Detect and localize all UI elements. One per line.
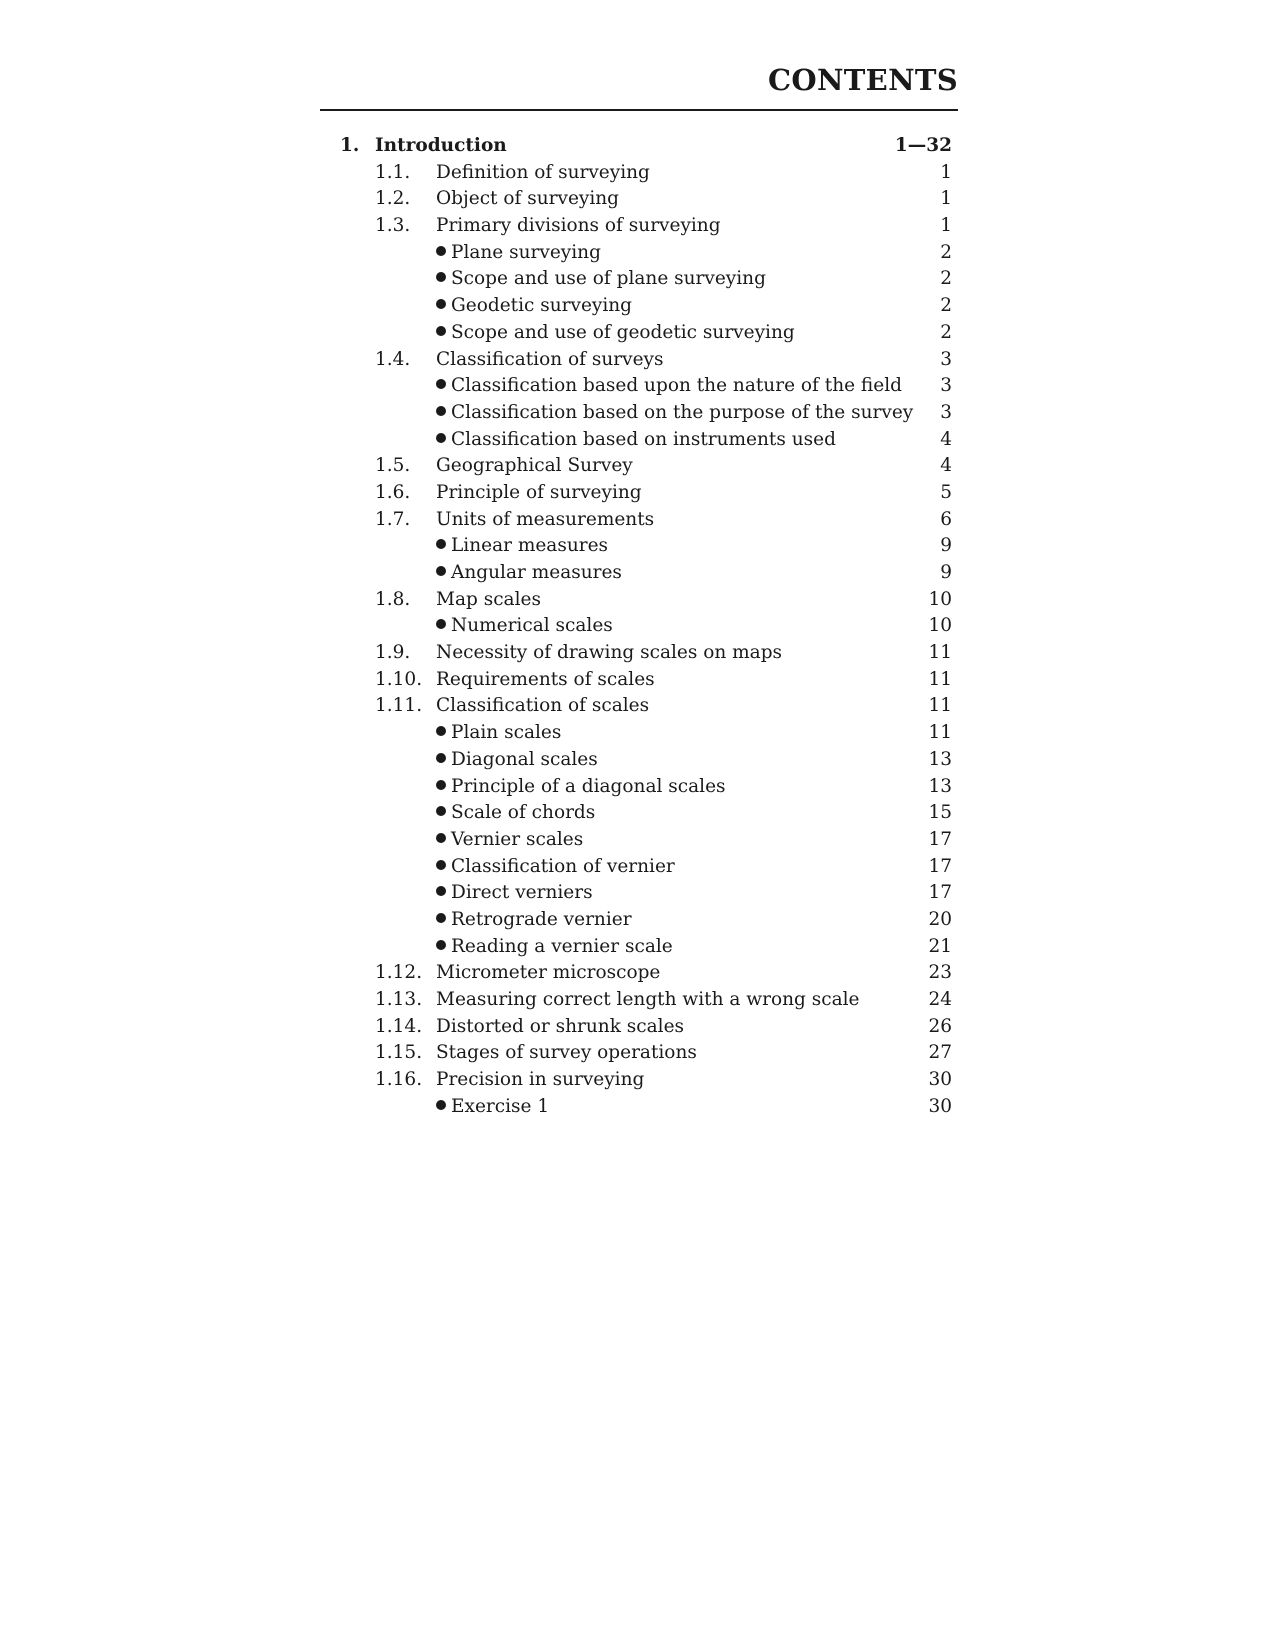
bullet-dot-icon — [436, 299, 446, 309]
toc-entry-title: Scope and use of plane surveying — [451, 268, 766, 290]
toc-page-number: 17 — [928, 855, 952, 877]
toc-subentry — [436, 613, 613, 640]
toc-subentry-row[interactable] — [320, 533, 956, 560]
toc-page-number: 23 — [928, 962, 952, 984]
bullet-dot-icon — [436, 433, 446, 443]
toc-subentry — [436, 427, 836, 454]
toc-subentry-row[interactable] — [320, 320, 956, 347]
toc-page-number: 2 — [940, 321, 952, 343]
toc-page-number: 9 — [940, 535, 952, 557]
toc-page-number: 11 — [928, 695, 952, 717]
toc-subentry — [436, 800, 595, 827]
toc-section-number: 1.10. — [375, 668, 423, 690]
toc-entry-title: Classification based on the purpose of the survey — [451, 401, 914, 423]
toc-section-number: 1.12. — [375, 962, 423, 984]
toc-page-number: 13 — [928, 748, 952, 770]
toc-section-number: 1.7. — [375, 508, 411, 530]
bullet-dot-icon — [436, 753, 446, 763]
toc-entry-title: Classification of surveys — [436, 348, 664, 370]
toc-page-number: 3 — [940, 348, 952, 370]
toc-subentry-row[interactable] — [320, 240, 956, 267]
toc-entry-title: Principle of a diagonal scales — [451, 775, 726, 797]
toc-section-row[interactable] — [320, 347, 956, 374]
chapter-heading-row[interactable] — [320, 133, 956, 160]
toc-page-number: 1 — [940, 161, 952, 183]
toc-page-number: 9 — [940, 562, 952, 583]
toc-entry-title: Geographical Survey — [436, 455, 633, 477]
bullet-dot-icon — [436, 940, 446, 950]
toc-subentry — [436, 400, 913, 427]
toc-section-number: 1.2. — [375, 188, 411, 210]
toc-subentry-row[interactable] — [320, 373, 956, 400]
toc-section-row[interactable] — [320, 213, 956, 240]
toc-subentry — [436, 747, 598, 774]
bullet-dot-icon — [436, 539, 446, 549]
toc-page-number: 5 — [940, 481, 952, 503]
chapter-page-range: 1—32 — [894, 135, 952, 156]
toc-entry-title: Angular measures — [451, 562, 622, 583]
toc-subentry-row[interactable] — [320, 907, 956, 934]
toc-section-row[interactable] — [320, 587, 956, 614]
toc-page-number: 11 — [928, 668, 952, 690]
toc-subentry-row[interactable] — [320, 400, 956, 427]
toc-entry-title: Exercise 1 — [451, 1095, 550, 1117]
bullet-dot-icon — [436, 379, 446, 389]
toc-subentry-row[interactable] — [320, 266, 956, 293]
toc-section-row[interactable] — [320, 667, 956, 694]
toc-page-number: 2 — [940, 241, 952, 263]
toc-entry-title: Plane surveying — [451, 241, 601, 263]
toc-page-number: 10 — [928, 588, 952, 610]
toc-entry-title: Direct verniers — [451, 882, 593, 904]
toc-subentry-row[interactable] — [320, 747, 956, 774]
toc-page-number: 4 — [940, 455, 952, 477]
toc-subentry-row[interactable] — [320, 1094, 956, 1121]
toc-section-row[interactable] — [320, 1014, 956, 1041]
toc-page-number: 13 — [928, 775, 952, 797]
toc-section-number: 1.9. — [375, 642, 411, 664]
toc-page-number: 2 — [940, 295, 952, 317]
toc-entry-title: Classification of scales — [436, 695, 650, 717]
toc-entry-title: Precision in surveying — [436, 1069, 645, 1091]
bullet-dot-icon — [436, 326, 446, 336]
toc-entry-title: Requirements of scales — [436, 668, 655, 690]
toc-section-row[interactable] — [320, 987, 956, 1014]
toc-page-number: 1 — [940, 215, 952, 237]
toc-section-number: 1.16. — [375, 1069, 423, 1091]
bullet-dot-icon — [436, 726, 446, 736]
bullet-dot-icon — [436, 860, 446, 870]
toc-page-number: 17 — [928, 882, 952, 904]
toc-entry-title: Linear measures — [451, 535, 609, 557]
toc-entry-title: Reading a vernier scale — [451, 935, 673, 957]
toc-subentry — [436, 934, 673, 961]
toc-section-number: 1.11. — [375, 695, 423, 717]
toc-entry-title: Classification of vernier — [451, 855, 675, 877]
toc-subentry — [436, 560, 622, 587]
toc-subentry — [436, 827, 583, 854]
toc-subentry — [436, 774, 726, 801]
bullet-dot-icon — [436, 272, 446, 282]
toc-subentry — [436, 720, 561, 747]
toc-section-row[interactable] — [320, 693, 956, 720]
toc-page-number: 2 — [940, 268, 952, 290]
page-title: CONTENTS — [768, 63, 958, 97]
toc-subentry-row[interactable] — [320, 800, 956, 827]
title-divider — [320, 109, 958, 111]
toc-entry-title: Vernier scales — [451, 828, 584, 850]
toc-page-number: 1 — [940, 188, 952, 210]
toc-entry-title: Units of measurements — [436, 508, 655, 530]
toc-section-number: 1.14. — [375, 1015, 423, 1037]
toc-section-number: 1.5. — [375, 455, 411, 477]
toc-page-number: 3 — [940, 401, 952, 423]
toc-subentry — [436, 266, 766, 293]
toc-entry-title: Micrometer microscope — [436, 962, 661, 984]
toc-entry-list — [320, 160, 956, 1121]
toc-entry-title: Object of surveying — [436, 188, 620, 210]
toc-subentry — [436, 373, 902, 400]
toc-page-number: 26 — [928, 1015, 952, 1037]
toc-entry-title: Plain scales — [451, 722, 562, 744]
toc-entry-title: Geodetic surveying — [451, 295, 633, 317]
toc-entry-title: Primary divisions of surveying — [436, 215, 721, 237]
toc-page-number: 6 — [940, 508, 952, 530]
toc-entry-title: Diagonal scales — [451, 748, 598, 770]
toc-entry-title: Principle of surveying — [436, 481, 642, 503]
toc-section-row[interactable] — [320, 160, 956, 187]
toc-section-number: 1.4. — [375, 348, 411, 370]
toc-subentry — [436, 1094, 549, 1121]
bullet-dot-icon — [436, 780, 446, 790]
toc-section-number: 1.1. — [375, 161, 411, 183]
bullet-dot-icon — [436, 806, 446, 816]
toc-entry-title: Numerical scales — [451, 615, 613, 637]
toc-section-row[interactable] — [320, 1067, 956, 1094]
toc-subentry-row[interactable] — [320, 613, 956, 640]
toc-page-number: 3 — [940, 375, 952, 397]
bullet-dot-icon — [436, 246, 446, 256]
toc-section-number: 1.3. — [375, 215, 411, 237]
toc-subentry-row[interactable] — [320, 720, 956, 747]
toc-page-number: 10 — [928, 615, 952, 637]
table-of-contents — [320, 133, 956, 1120]
toc-entry-title: Scale of chords — [451, 802, 596, 824]
toc-subentry-row[interactable] — [320, 880, 956, 907]
toc-subentry-row[interactable] — [320, 293, 956, 320]
toc-entry-title: Measuring correct length with a wrong scale — [436, 989, 860, 1010]
toc-subentry — [436, 293, 632, 320]
toc-subentry-row[interactable] — [320, 774, 956, 801]
toc-section-row[interactable] — [320, 960, 956, 987]
toc-entry-title: Definition of surveying — [436, 161, 650, 183]
toc-section-number: 1.15. — [375, 1042, 423, 1064]
toc-entry-title: Classification based on instruments used — [451, 428, 836, 450]
toc-page-number: 11 — [928, 722, 952, 744]
toc-entry-title: Scope and use of geodetic surveying — [451, 321, 795, 343]
toc-entry-title: Stages of survey operations — [436, 1042, 697, 1064]
toc-page-number: 30 — [928, 1069, 952, 1091]
toc-page-number: 20 — [928, 908, 952, 930]
toc-page-number: 11 — [928, 642, 952, 664]
toc-section-row[interactable] — [320, 480, 956, 507]
toc-section-row[interactable] — [320, 186, 956, 213]
toc-page-number: 17 — [928, 828, 952, 850]
toc-page-number: 4 — [940, 428, 952, 450]
toc-entry-title: Distorted or shrunk scales — [436, 1015, 685, 1037]
toc-subentry-row[interactable] — [320, 854, 956, 881]
toc-subentry-row[interactable] — [320, 934, 956, 961]
toc-entry-title: Retrograde vernier — [451, 908, 632, 930]
chapter-number: 1. — [340, 135, 360, 156]
toc-subentry — [436, 240, 601, 267]
toc-section-number: 1.13. — [375, 989, 423, 1010]
toc-page-number: 15 — [928, 802, 952, 824]
toc-section-number: 1.8. — [375, 588, 411, 610]
toc-subentry — [436, 320, 795, 347]
bullet-dot-icon — [436, 913, 446, 923]
toc-subentry — [436, 880, 593, 907]
toc-page-number: 21 — [928, 935, 952, 957]
toc-entry-title: Map scales — [436, 588, 541, 610]
toc-entry-title: Necessity of drawing scales on maps — [436, 642, 783, 664]
toc-section-row[interactable] — [320, 1040, 956, 1067]
toc-section-row[interactable] — [320, 640, 956, 667]
toc-section-number: 1.6. — [375, 481, 411, 503]
bullet-dot-icon — [436, 619, 446, 629]
toc-page-number: 24 — [928, 989, 952, 1010]
toc-subentry-row[interactable] — [320, 427, 956, 454]
bullet-dot-icon — [436, 1100, 446, 1110]
toc-subentry — [436, 907, 632, 934]
toc-page-number: 30 — [928, 1095, 952, 1117]
bullet-dot-icon — [436, 886, 446, 896]
bullet-dot-icon — [436, 566, 446, 576]
toc-section-row[interactable] — [320, 507, 956, 534]
toc-subentry-row[interactable] — [320, 827, 956, 854]
bullet-dot-icon — [436, 406, 446, 416]
toc-subentry — [436, 854, 675, 881]
toc-entry-title: Classification based upon the nature of the field — [451, 375, 902, 397]
toc-section-row[interactable] — [320, 453, 956, 480]
chapter-title: Introduction — [375, 135, 507, 156]
toc-page-number: 27 — [928, 1042, 952, 1064]
toc-subentry-row[interactable] — [320, 560, 956, 587]
bullet-dot-icon — [436, 833, 446, 843]
toc-subentry — [436, 533, 608, 560]
